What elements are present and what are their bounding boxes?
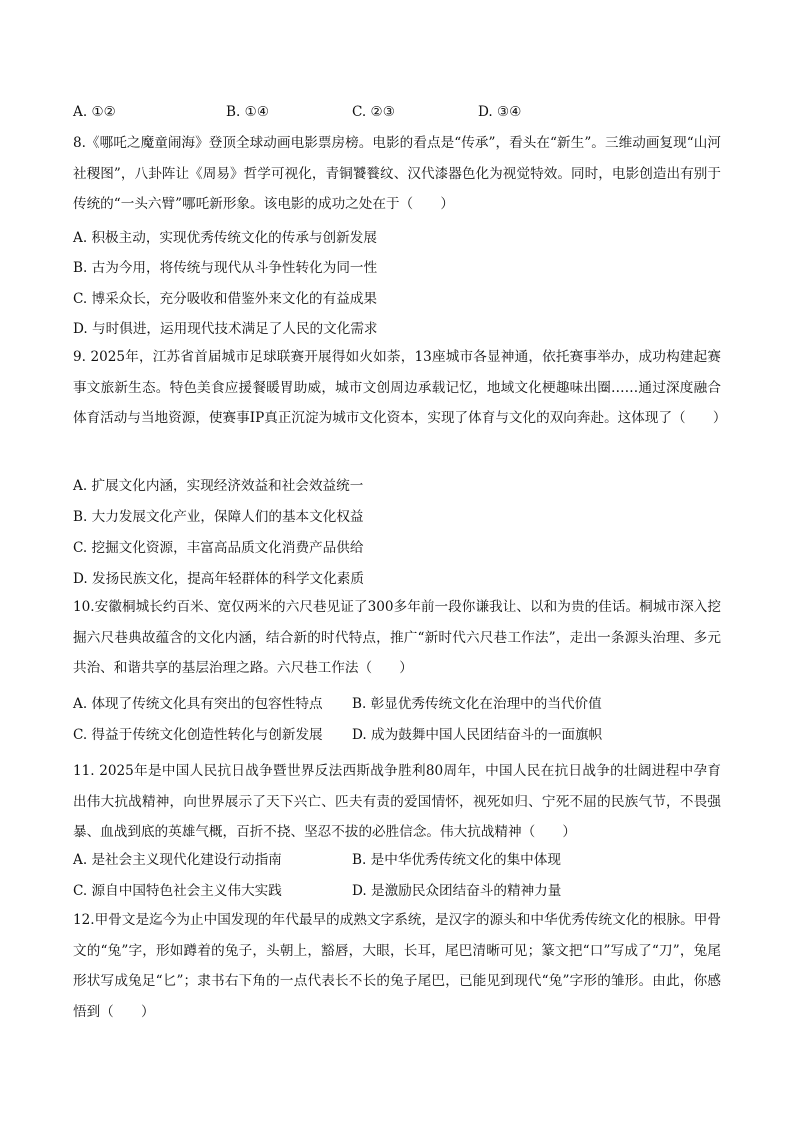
q8-option-d: D. 与时俱进，运用现代技术满足了人民的文化需求 — [73, 321, 378, 337]
q7-option-d: D. ③④ — [478, 104, 522, 120]
q10-option-a: A. 体现了传统文化具有突出的包容性特点 — [73, 696, 323, 712]
q10-option-d: D. 成为鼓舞中国人民团结奋斗的一面旗帜 — [352, 727, 603, 743]
q9-option-a: A. 扩展文化内涵，实现经济效益和社会效益统一 — [73, 478, 364, 494]
q9-stem: 9. 2025年，江苏省首届城市足球联赛开展得如火如荼，13座城市各显神通，依托赛事举办，成功构建起赛事文旅新生态。特色美食应援餐暖胃助威，城市文创周边承载记忆，地域文化梗趣味出圈……通过深度融合体育活动与当地资源，使赛事IP真正沉淀为城市文化资本，实现了体育与文化的双向奔赴。这体现了（ ） — [73, 349, 727, 426]
q9-option-d: D. 发扬民族文化，提高年轻群体的科学文化素质 — [73, 571, 364, 587]
q11-option-d: D. 是激励民众团结奋斗的精神力量 — [352, 883, 562, 899]
q11-stem: 11. 2025年是中国人民抗日战争暨世界反法西斯战争胜利80周年，中国人民在抗日战争的壮阔进程中孕育出伟大抗战精神，向世界展示了天下兴亡、匹夫有责的爱国情怀，视死如归、宁死不屈的民族气节，不畏强暴、血战到底的英雄气概，百折不挠、坚忍不拔的必胜信念。伟大抗战精神（ ） — [73, 763, 721, 840]
q8-stem: 8.《哪吒之魔童闹海》登顶全球动画电影票房榜。电影的看点是“传承”，看头在“新生”。三维动画复现“山河社稷图”，八卦阵让《周易》哲学可视化，青铜饕餮纹、汉代漆器色化为视觉特效。同时，电影创造出有别于传统的“一头六臂”哪吒新形象。该电影的成功之处在于（ ） — [73, 135, 721, 212]
q12-stem: 12.甲骨文是迄今为止中国发现的年代最早的成熟文字系统，是汉字的源头和中华优秀传统文化的根脉。甲骨文的“兔”字，形如蹲着的兔子，头朝上，豁唇，大眼，长耳，尾巴清晰可见；篆文把“口”写成了“刀”，兔尾形状写成兔足“匕”；隶书右下角的一点代表长不长的兔子尾巴，已能见到现代“兔”字形的雏形。由此，你感悟到（ ） — [73, 912, 721, 1020]
q7-option-a: A. ①② — [73, 104, 116, 120]
q11-option-b: B. 是中华优秀传统文化的集中体现 — [352, 852, 561, 868]
q10-option-c: C. 得益于传统文化创造性转化与创新发展 — [73, 727, 323, 743]
q10-option-b: B. 彰显优秀传统文化在治理中的当代价值 — [352, 696, 602, 712]
q8-option-c: C. 博采众长，充分吸收和借鉴外来文化的有益成果 — [73, 291, 378, 307]
q7-option-b: B. ①④ — [226, 104, 270, 120]
q11-option-a: A. 是社会主义现代化建设行动指南 — [73, 852, 282, 868]
q10-stem: 10.安徽桐城长约百米、宽仅两米的六尺巷见证了300多年前一段你谦我让、以和为贵的佳话。桐城市深入挖掘六尺巷典故蕴含的文化内涵，结合新的时代特点，推广“新时代六尺巷工作法”，走出一条源头治理、多元共治、和谐共享的基层治理之路。六尺巷工作法（ ） — [73, 599, 721, 676]
q11-option-c: C. 源自中国特色社会主义伟大实践 — [73, 883, 282, 899]
q7-option-c: C. ②③ — [352, 104, 395, 120]
q9-option-b: B. 大力发展文化产业，保障人们的基本文化权益 — [73, 509, 364, 525]
q8-option-b: B. 古为今用，将传统与现代从斗争性转化为同一性 — [73, 260, 378, 276]
q8-option-a: A. 积极主动，实现优秀传统文化的传承与创新发展 — [73, 230, 377, 246]
q9-option-c: C. 挖掘文化资源，丰富高品质文化消费产品供给 — [73, 540, 364, 556]
